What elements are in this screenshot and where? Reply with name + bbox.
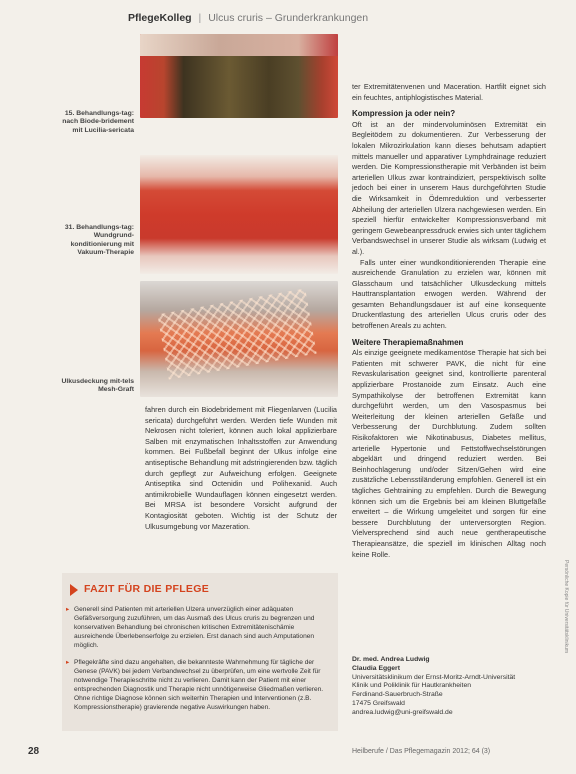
figure-caption-2: 31. Behandlungs-tag: Wundgrund-konditionierung mit Vakuum-Therapie [64, 224, 134, 256]
header-topic: Ulcus cruris – Grunderkrankungen [208, 12, 369, 24]
right-column [352, 82, 546, 560]
figure-caption-1: 15. Behandlungs-tag: nach Biode-bridement mit Lucilia-sericata [62, 110, 134, 134]
author-affiliation: Klinik und Poliklinik für Hautkrankheiten [352, 682, 472, 690]
page-number: 28 [28, 746, 40, 757]
fazit-item: ▸ Pflegekräfte sind dazu angehalten, die bekannteste Wahrnehmung für tägliche der Genese (PAVK) bei jedem Verbandwechsel zu überprüfen, um eine wertvolle Zeit für notwendige Therapieschritte nicht zu verlieren. Damit kann der Patient mit einer entsprechenden Diagnostik und Therapie nicht unnötigerweise Gliedmaßen verlieren. Ohne richtige Diagnose können sich weiterhin Therapien und Interventionen (z.B. Kompressionstherapie) gravierende negative Auswirkungen haben. [74, 658, 332, 712]
section-heading-compression: Kompression ja oder nein? [352, 109, 456, 119]
fazit-title: FAZIT FÜR DIE PFLEGE [84, 583, 210, 595]
wound-photo-vacuum-therapy [140, 155, 338, 274]
journal-footer: Heilberufe / Das Pflegemagazin 2012; 64 (3) [352, 748, 491, 755]
fazit-arrow-icon [70, 584, 78, 596]
author-name: Claudia Eggert [352, 664, 400, 672]
header-separator: | [198, 12, 202, 24]
author-name: Dr. med. Andrea Ludwig [352, 656, 430, 663]
intro-paragraph: ter Extremitätenvenen und Maceration. Hartfilt eignet sich ein feuchtes, antiphlogistisches Material. [352, 82, 546, 102]
further-therapy-paragraph: Als einzige geeignete medikamentöse Therapie hat sich bei Patienten mit schwerer PAVK, die nicht für eine Revaskularisation geeignet sind, kontrollierte parenteral applizierbare Prostanoide zum Einsatz. Auch eine Sympathikolyse der betroffenen Extremität kann durchgeführt werden, um den Vasospasmus bei Weiterleitung der kleinen arteriellen Gefäße und Verbesserung der Durchblutung. Zudem sollten Risikofaktoren wie Nikotinabusus, Diabetes mellitus, arterielle Hypertonie und Fettstoffwechselstörungen abgeklärt und dringend reduziert werden. Bei Beinhochlagerung und/oder Sitzen/Gehen wird eine zusätzliche Lebensstiländerung empfohlen. Generell ist ein tägliches Gehtraining zu empfehlen. Durch die Bewegung können sich um die Ergebnis bei am kleinen Bluttgefäße erweitert – die Wirkung umgeleitet und sorgen für eine bessere Durchblutung der unterversorgten Region. Vielversprechend sind auch neue gentherapeutische Therapieansätze, die speziell im klinischen Alltag noch keine Rolle. [352, 348, 546, 559]
body-paragraph: fahren durch ein Biodebridement mit Fliegenlarven (Lucilia sericata) durchgeführt werden. Werden tiefe Wunden mit Nekrosen nicht toleriert, können auch lokal applizierbare Salben mit enzymatischen Inhaltsstoffen zur Anwendung kommen. Bei Fußbefall beginnt der Ulkus infolge eine antiseptische Behandlung mit adstringierenden bzw. täglich durch gepflegt zur Aufweichung erfolgen. Geeignete Antiseptika sind Octenidin und Polihexanid. Auch antimikrobielle Wundauflagen können eingesetzt werden. Bei MRSA ist besondere Vorsicht aufgrund der Kontagiosität geboten. Wichtig ist der Schutz der Ulkusumgebung vor Mazeration. [145, 405, 337, 531]
section-heading-further-therapy: Weitere Therapiemaßnahmen [352, 337, 464, 347]
author-block [352, 656, 552, 718]
wound-photo-mesh-graft [140, 281, 338, 397]
left-column [145, 405, 337, 532]
compression-paragraph-2: Falls unter einer wundkonditionierenden Therapie eine ausreichende Granulation zu erzielen war, können mit Glasschaum und tatsächlicher Ulkusdeckung mittels Hauttransplantation erwogen werden. Während der gesamten Behandlungsdauer ist auf eine konsequente Druckentlastung des arteriellen Ulcus cruris oder des betroffenen Areals zu achten. [352, 257, 546, 331]
author-affiliation: Universitätsklinikum der Ernst-Moritz-Arndt-Universität [352, 673, 516, 681]
fazit-item: ▸ Generell sind Patienten mit arteriellen Ulzera unverzüglich einer adäquaten Gefäßversorgung zuzuführen, um das Ausmaß des Ulcus cruris zu begrenzen und konservativen Behandlung bei chronischen kritischen Extremitätenischämie ausreichende Überlebenserfolge zu erzielen. Erst danach sind auch Amputationen möglich. [74, 605, 332, 650]
fazit-box [62, 573, 338, 731]
figure-caption-3: Ulkusdeckung mit-tels Mesh-Graft [61, 378, 134, 394]
wound-photo-biodebridement [140, 34, 338, 118]
side-print: Persönliche Kopie für Universitätsklinikum [563, 560, 569, 654]
author-email: andrea.ludwig@uni-greifswald.de [352, 708, 453, 716]
author-address: 17475 Greifswald [352, 699, 405, 707]
running-header [128, 12, 368, 24]
author-address: Ferdinand-Sauerbruch-Straße [352, 691, 443, 699]
compression-paragraph: Oft ist an der mindervoluminösen Extremität ein Begleitödem zu dokumentieren. Zur Verbesserung der lokalen Mikrozirkulation kann dieses behutsam adaptiert mittels manueller und apparativer Lymphdrainage reduziert werden. Die Kompressionstherapie mit Verbänden ist beim arteriellen Ulkus zwar kontraindiziert, perspektivisch sollte jedoch bei einer in unserem Haus durchgeführten Studie die Wirksamkeit in Ödemreduktion und verbesserter Abheilung der arteriellen Ulzera nachgewiesen werden. Ein speziell hierfür entwickelter Kompressionsverband mit geringem Gewebeanpressdruck erwies sich unter täglichem Verbandswechsel in unserer Studie als wirksam (Ludwig et al.). [352, 119, 546, 256]
journal-brand: PflegeKolleg [128, 12, 192, 24]
